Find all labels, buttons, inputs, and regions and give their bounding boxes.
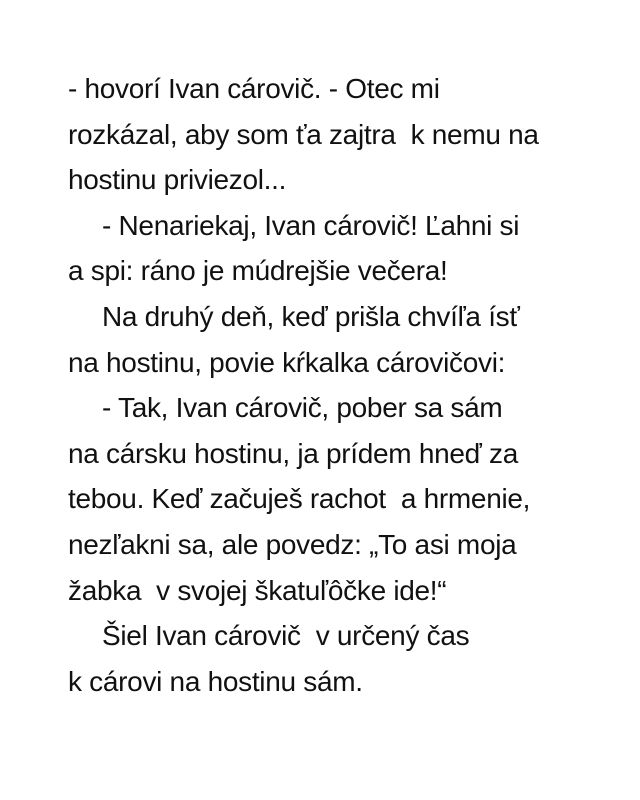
text-line-12: žabka v svojej škatuľôčke ide!“ xyxy=(68,574,447,606)
text-line-13: Šiel Ivan cárovič v určený čas xyxy=(102,620,470,652)
text-line-8: - Tak, Ivan cárovič, pober sa sám xyxy=(102,392,503,424)
text-line-6: Na druhý deň, keď prišla chvíľa ísť xyxy=(102,300,520,332)
text-line-7: na hostinu, povie kŕkalka cárovičovi: xyxy=(68,346,506,378)
text-line-1: - hovorí Ivan cárovič. - Otec mi xyxy=(68,73,440,104)
text-line-11: nezľakni sa, ale povedz: „To asi moja xyxy=(68,528,517,560)
text-line-10: tebou. Keď začuješ rachot a hrmenie, xyxy=(68,483,531,515)
text-line-3: hostinu priviezol... xyxy=(68,164,287,196)
text-line-9: na cársku hostinu, ja prídem hneď za xyxy=(68,437,518,469)
story-text xyxy=(68,66,628,704)
text-line-4: - Nenariekaj, Ivan cárovič! Ľahni si xyxy=(102,209,520,241)
text-line-2: rozkázal, aby som ťa zajtra k nemu na xyxy=(68,118,539,150)
text-line-5: a spi: ráno je múdrejšie večera! xyxy=(68,255,448,287)
text-line-14: k cárovi na hostinu sám. xyxy=(68,665,363,697)
